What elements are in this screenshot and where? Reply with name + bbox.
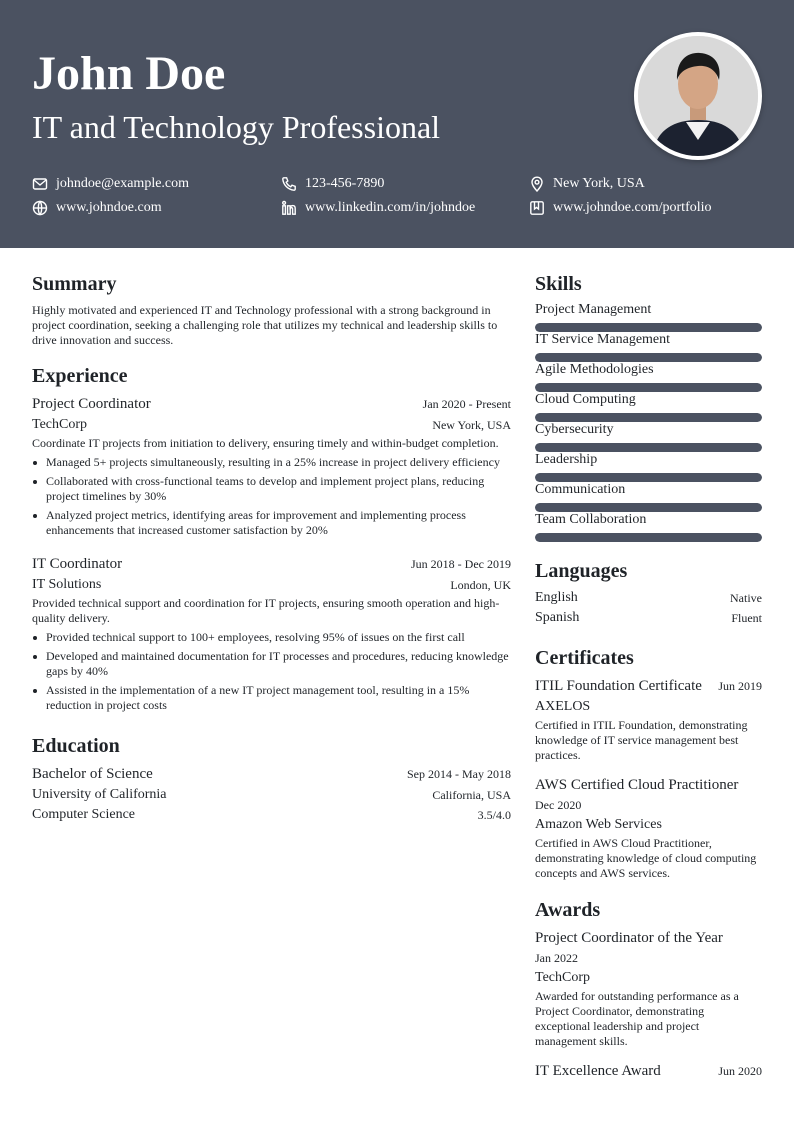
award-description: Awarded for outstanding performance as a Project Coordinator, demonstrating exceptional leadership and project management skills. — [535, 989, 739, 1048]
skill-label: Cloud Computing — [535, 392, 636, 407]
award-name: IT Excellence Award — [535, 1063, 661, 1079]
awards-heading: Awards — [535, 899, 601, 921]
education-dates: Sep 2014 - May 2018 — [407, 767, 511, 781]
skill-label: Project Management — [535, 302, 652, 317]
language-level: Fluent — [731, 611, 762, 625]
certificate-name: AWS Certified Cloud Practitioner — [535, 777, 739, 793]
job-bullet: Provided technical support to 100+ employees, resolving 95% of issues on the first call — [32, 630, 510, 645]
skill-label: Team Collaboration — [535, 512, 647, 527]
skill-level-bar — [535, 383, 762, 392]
education-school: University of California — [32, 787, 167, 802]
skill-label: Cybersecurity — [535, 422, 614, 437]
skill-label: Communication — [535, 482, 626, 497]
award-name: Project Coordinator of the Year — [535, 930, 723, 946]
skill-level-fill — [535, 443, 762, 452]
experience-heading: Experience — [32, 365, 128, 387]
skill-label: IT Service Management — [535, 332, 671, 347]
summary-text: Highly motivated and experienced IT and Technology professional with a strong background in project coordination, seeking a challenging role that utilizes my technical and leadership skills to drive innovation and success. — [32, 303, 498, 347]
skill-level-fill — [535, 323, 762, 332]
certificate-name: ITIL Foundation Certificate — [535, 678, 702, 694]
skills-heading: Skills — [535, 273, 582, 295]
certificate-date: Dec 2020 — [535, 798, 582, 812]
skill-level-bar — [535, 443, 762, 452]
job-company: TechCorp — [32, 417, 88, 432]
skill-level-bar — [535, 503, 762, 512]
certificate-date: Jun 2019 — [718, 679, 762, 693]
job-dates: Jun 2018 - Dec 2019 — [411, 557, 511, 571]
phone-icon — [281, 176, 297, 192]
job-title: IT and Technology Professional — [32, 109, 441, 145]
award-date: Jun 2020 — [718, 1064, 762, 1078]
location-pin-icon — [529, 176, 545, 192]
skill-level-bar — [535, 413, 762, 422]
linkedin-icon — [281, 200, 297, 216]
job-company: IT Solutions — [32, 577, 102, 592]
contact-website[interactable] — [32, 200, 162, 216]
language-name: English — [535, 590, 578, 605]
summary-heading: Summary — [32, 273, 117, 295]
contact-linkedin[interactable] — [281, 200, 475, 216]
skill-label: Leadership — [535, 452, 598, 467]
contact-phone-text: 123-456-7890 — [305, 176, 385, 191]
contact-location-text: New York, USA — [553, 176, 645, 191]
skill-level-bar — [535, 533, 762, 542]
job-location: London, UK — [450, 578, 511, 592]
contact-portfolio[interactable] — [529, 200, 712, 216]
resume-header — [0, 0, 794, 248]
education-field: Computer Science — [32, 807, 136, 822]
skill-level-fill — [535, 383, 762, 392]
job-bullet: Managed 5+ projects simultaneously, resulting in a 25% increase in project delivery efficiency — [32, 455, 510, 470]
job-description: Coordinate IT projects from initiation to delivery, ensuring timely and within-budget completion. — [32, 436, 499, 450]
certificate-issuer: Amazon Web Services — [535, 817, 662, 832]
skill-level-bar — [535, 323, 762, 332]
job-dates: Jan 2020 - Present — [422, 397, 511, 411]
job-bullet: Developed and maintained documentation for IT processes and procedures, reducing knowledge gaps by 40% — [32, 649, 510, 679]
contact-email[interactable] — [32, 176, 189, 192]
job-location: New York, USA — [432, 418, 511, 432]
job-description: Provided technical support and coordination for IT projects, ensuring smooth operation and high-quality delivery. — [32, 596, 500, 625]
certificate-description: Certified in ITIL Foundation, demonstrating knowledge of IT service management best practices. — [535, 718, 748, 762]
skill-level-fill — [535, 413, 762, 422]
globe-icon — [32, 200, 48, 216]
portfolio-icon — [529, 200, 545, 216]
education-location: California, USA — [432, 788, 511, 802]
award-date: Jan 2022 — [535, 951, 578, 965]
job-bullet: Collaborated with cross-functional teams to develop and implement project plans, reducing project timelines by 30% — [32, 474, 510, 504]
contact-phone[interactable] — [281, 176, 384, 192]
certificates-heading: Certificates — [535, 647, 634, 669]
skill-level-fill — [535, 473, 762, 482]
contact-portfolio-text: www.johndoe.com/portfolio — [553, 200, 712, 215]
skill-level-fill — [535, 503, 762, 512]
skill-level-fill — [535, 353, 762, 362]
job-role: IT Coordinator — [32, 556, 123, 572]
education-degree: Bachelor of Science — [32, 766, 153, 782]
skill-label: Agile Methodologies — [535, 362, 654, 377]
certificate-description: Certified in AWS Cloud Practitioner, demonstrating knowledge of cloud computing concepts and AWS services. — [535, 836, 757, 880]
language-level: Native — [730, 591, 762, 605]
contact-email-text: johndoe@example.com — [56, 176, 190, 191]
profile-photo — [634, 32, 762, 160]
contact-website-text: www.johndoe.com — [56, 200, 162, 215]
language-name: Spanish — [535, 610, 580, 625]
education-heading: Education — [32, 735, 120, 757]
skill-level-bar — [535, 353, 762, 362]
job-role: Project Coordinator — [32, 396, 151, 412]
full-name: John Doe — [32, 47, 226, 100]
envelope-icon — [32, 176, 48, 192]
contact-linkedin-text: www.linkedin.com/in/johndoe — [305, 200, 476, 215]
job-bullet: Analyzed project metrics, identifying areas for improvement and implementing process enhancements that increased customer satisfaction by 20% — [32, 508, 510, 538]
languages-heading: Languages — [535, 560, 628, 582]
education-gpa: 3.5/4.0 — [477, 808, 511, 822]
skill-level-bar — [535, 473, 762, 482]
skill-level-fill — [535, 533, 762, 542]
contact-location — [529, 176, 645, 192]
award-issuer: TechCorp — [535, 970, 591, 985]
job-bullet: Assisted in the implementation of a new IT project management tool, resulting in a 15% reduction in project costs — [32, 683, 510, 713]
certificate-issuer: AXELOS — [535, 699, 591, 714]
